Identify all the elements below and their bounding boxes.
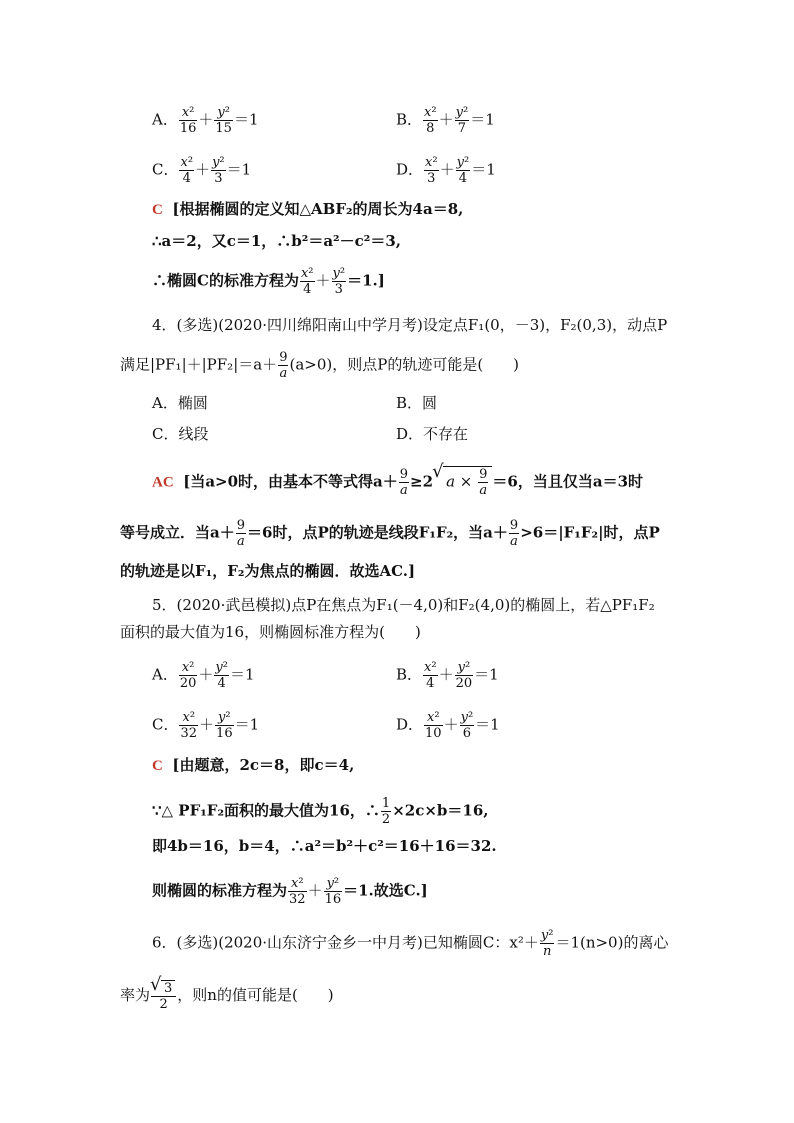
q4-solution-line-1: AC [当a>0时，由基本不等式得a＋ $\frac{9}{a}$ ≥2√ a × $\frac{9}{a}$ ＝6，当且仅当a＝3时: [152, 466, 643, 498]
q5-option-d: D． $\frac{\text{x²}}{10}$ ＋ $\frac{\text{y²}}{6}$ ＝1: [396, 710, 500, 741]
q5-stem-line-1: 5．(2020·武邑模拟)点P在焦点为F₁(－4,0)和F₂(4,0)的椭圆上，若△PF₁F₂: [152, 596, 655, 614]
q5-solution-line-3: 即4b＝16，b＝4，∴a²＝b²＋c²＝16＋16＝32.: [152, 837, 497, 855]
q3-option-d: D． $\frac{\text{x²}}{3}$ ＋ $\frac{\text{y²}}{4}$ ＝1: [396, 155, 496, 186]
q3-solution-line-3: ∴椭圆C的标准方程为 $\frac{\text{x²}}{4}$ ＋ $\frac{\text{y²}}{3}$ ＝1.]: [152, 266, 385, 297]
q4-stem-line-1: 4．(多选)(2020·四川绵阳南山中学月考)设定点F₁(0，－3)，F₂(0,3)，动点P: [152, 316, 668, 334]
q6-stem-line-1: 6．(多选)(2020·山东济宁金乡一中月考)已知椭圆C：x²＋ $\frac{\text{y²}}{n}$ ＝1(n>0)的离心: [152, 928, 669, 959]
q5-option-c: C． $\frac{\text{x²}}{32}$ ＋ $\frac{\text{y²}}{16}$ ＝1: [152, 710, 260, 741]
q5-solution-line-4: 则椭圆的标准方程为 $\frac{\text{x²}}{32}$ ＋ $\frac{\text{y²}}{16}$ ＝1.故选C.]: [152, 876, 428, 907]
q3-solution-line-1: C [根据椭圆的定义知△ABF₂的周长为4a＝8,: [152, 200, 464, 218]
q4-solution-line-2: 等号成立．当a＋ $\frac{9}{a}$ ＝6时，点P的轨迹是线段F₁F₂，当a＋ $\frac{9}{a}$ >6＝|F₁F₂|时，点P: [120, 518, 660, 549]
q3-option-a: A． $\frac{\text{x²}}{16}$ ＋ $\frac{\text{y²}}{15}$ ＝1: [152, 105, 259, 136]
q5-option-b: B． $\frac{\text{x²}}{4}$ ＋ $\frac{\text{y²}}{20}$ ＝1: [396, 660, 499, 691]
q4-option-a: A．椭圆: [152, 394, 208, 412]
q5-stem-line-2: 面积的最大值为16，则椭圆标准方程为( ): [120, 623, 421, 641]
q4-option-d: D．不存在: [396, 425, 469, 443]
q3-option-b: B． $\frac{\text{x²}}{8}$ ＋ $\frac{\text{y²}}{7}$ ＝1: [396, 105, 495, 136]
q5-answer: C: [152, 758, 163, 774]
q5-solution-line-2: ∵△ PF₁F₂面积的最大值为16，∴ $\frac{1}{2}$ ×2c×b＝16,: [152, 796, 489, 827]
q3-answer: C: [152, 202, 163, 218]
q4-solution-line-3: 的轨迹是以F₁，F₂为焦点的椭圆．故选AC.]: [120, 562, 416, 580]
q3-solution-line-2: ∴a＝2，又c＝1，∴b²＝a²－c²＝3,: [152, 232, 401, 250]
q4-option-c: C．线段: [152, 425, 209, 443]
q6-stem-line-2: 率为 √ $\frac{3}{2}$ ，则n的值可能是( ): [120, 980, 334, 1012]
q4-option-b: B．圆: [396, 394, 438, 412]
q5-solution-line-1: C [由题意，2c＝8，即c＝4,: [152, 756, 355, 774]
q3-option-c: C． $\frac{\text{x²}}{4}$ ＋ $\frac{\text{y²}}{3}$ ＝1: [152, 155, 252, 186]
q4-stem-line-2: 满足|PF₁|＋|PF₂|＝a＋ $\frac{9}{a}$ (a>0)，则点P的轨迹可能是( ): [120, 350, 520, 381]
q5-option-a: A． $\frac{\text{x²}}{20}$ ＋ $\frac{\text{y²}}{4}$ ＝1: [152, 660, 255, 691]
q4-answer: AC: [152, 474, 174, 491]
